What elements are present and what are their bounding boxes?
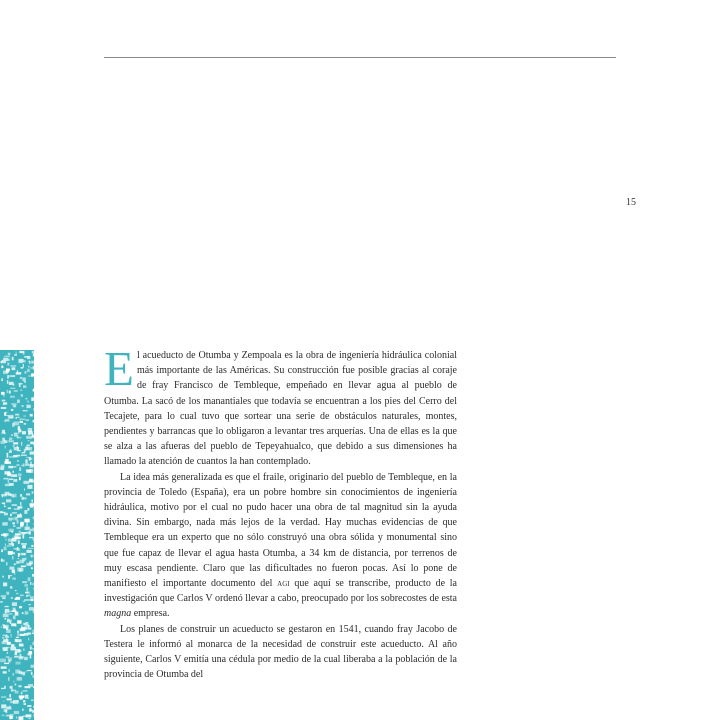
decorative-edge-strip: [0, 350, 34, 720]
paragraph-2-text-a: La idea más generalizada es que el fraile, originario del pueblo de Tembleque, en la provincia de Toledo (España), era un pobre hombre sin conocimientos de ingeniería hidráulica, motivo por el cual no pudo hacer una obra de tal magnitud sin la ayuda divina. Sin embargo, nada más lejos de la verdad. Hay muchas evidencias de que Tembleque era un experto que no sólo construyó una obra sólida y monumental sino que fue capaz de llevar el agua hasta Otumba, a 34 km de distancia, por terrenos de muy escasa pendiente. Claro que las dificultades no fueron pocas. Así lo pone de manifiesto el importante documento del: [104, 471, 457, 590]
paragraph-2: [104, 470, 457, 622]
header-rule: [104, 57, 616, 58]
paragraph-3: Los planes de construir un acueducto se gestaron en 1541, cuando fray Jacobo de Testera le informó al monarca de la necesidad de construir este acueducto. Al año siguiente, Carlos V emitía una cédula por medio de la cual liberaba a la población de la provincia de Otumba del: [104, 623, 457, 681]
article-body: [104, 341, 457, 682]
paragraph-2-text-c: empresa.: [131, 608, 170, 620]
paragraph-1-text: l acueducto de Otumba y Zempoala es la obra de ingeniería hidráulica colonial más importante de las Américas. Su construcción fue posible gracias al coraje de fray Francisco de Tembleque, empeñado en llevar agua al pueblo de Otumba. La sacó de los manantiales que todavía se encuentran a los pies del Cerro del Tecajete, para lo cual tuvo que sortear una serie de obstáculos naturales, montes, pendientes y barrancas que lo obligaron a levantar tres arquerías. Una de ellas es la que se alza a las afueras del pueblo de Tepeyahualco, que debido a sus dimensiones ha llamado la atención de cuantos la han contemplado.: [104, 350, 457, 468]
paragraph-1: [104, 341, 457, 470]
drop-cap: E: [104, 341, 134, 396]
italic-word: magna: [104, 608, 132, 620]
paragraph-2-text-b: que aquí se transcribe, producto de la investigación que Carlos V ordenó llevar a cabo, preocupado por los sobrecostes de esta: [104, 578, 457, 605]
acronym-agi: agi: [277, 578, 290, 590]
page-number: 15: [626, 197, 636, 208]
